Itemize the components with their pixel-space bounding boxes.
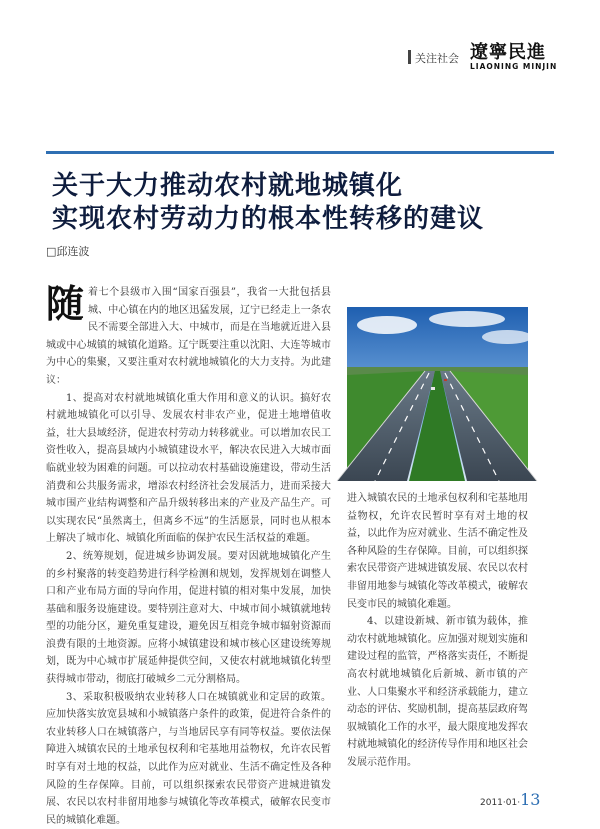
paragraph-2: 2、统筹规划，促进城乡协调发展。要对因就地城镇化产生的乡村聚落的转变趋势进行科学检测和规划，发挥规划在调整人口和产业布局方面的导向作用，促进村镇的相对集中发展，加快基础和服务设施建设。要特别注意对大、中城市间小城镇就地转型的功能分区，避免重复建设，避免因互相竞争城市辐射资源而浪费有限的土地资源。应将小城镇建设和城市核心区建设统筹规划，既为中心城市扩展延伸提供空间，又使农村就地城镇化转型获得城市带动，彻底打破城乡二元分割格局。 [46, 550, 331, 686]
title-line-1: 关于大力推动农村就地城镇化 [52, 171, 404, 201]
magazine-name-en: LIAONING MINJIN [470, 62, 558, 71]
highway-illustration [347, 307, 528, 481]
intro-paragraph: 随着七个县级市入围“国家百强县”，我省一大批包括县城、中心镇在内的地区迅猛发展，辽宁已经走上一条农民不需要全部进入大、中城市，而是在当地就近进入县城或中心城镇的城镇化道路。辽宁既要注重以沈阳、大连等城市为中心的集聚，又要注重对农村就地城镇化的大力支持。为此建议： [46, 281, 331, 386]
page-footer [480, 790, 540, 809]
magazine-logo [470, 44, 557, 71]
author-byline: □邱连波 [46, 245, 90, 258]
magazine-name-cn: 遼寧民進 [470, 42, 546, 63]
header-divider [408, 50, 411, 64]
article-column-left [46, 281, 331, 826]
paragraph-4: 4、以建设新城、新市镇为载体，推动农村就地城镇化。应加强对规划实施和建设过程的监管，严格落实责任，不断提高农村就地城镇化后新城、新市镇的产业、人口集聚水平和经济承载能力，建立动态的评估、奖励机制，提高基层政府驾驭城镇化工作的水平，最大限度地发挥农村就地城镇化的经济传导作用和地区社会发展示范作用。 [347, 616, 528, 768]
paragraph-1: 1、提高对农村就地城镇化重大作用和意义的认识。搞好农村就地城镇化可以引导、发展农村非农产业，促进土地增值收益，壮大县域经济，促进农村劳动力转移就业。可以增加农民工资性收入，提高县域内小城镇建设水平，解决农民进入大城市面临就业较为困难的问题。可以拉动农村基础设施建设，带动生活消费和公共服务需求，增添农村经济社会发展活力，进而采接大城市围产业结构调整和产品升级转移出来的产业及产品生产。可以实现农民“虽然离土，但离乡不远”的生活愿景，同时也从根本上解决了城市化、城镇化所面临的保护农民生活权益的难题。 [46, 392, 331, 545]
issue-date: 2011·01· [480, 798, 521, 808]
article-title [52, 170, 552, 236]
paragraph-3: 3、采取积极吸纳农业转移人口在城镇就业和定居的政策。应加快落实放宽县城和小城镇落户条件的政策，促进符合条件的农业转移人口在城镇落户，与当地居民享有同等权益。要依法保障进入城镇农民的土地承包权利和宅基地用益物权，允许农民暂时享有对土地的权益，以此作为应对就业、生活不确定性及各种风险的生存保障。目前，可以组织探索农民带资产进城进镇发展、农民以农村非留用地参与城镇化等改革模式，破解农民变市民的城镇化难题。 [46, 691, 331, 826]
page-number: 13 [520, 790, 541, 809]
paragraph-3-continued: 进入城镇农民的土地承包权利和宅基地用益物权，允许农民暂时享有对土地的权益，以此作为应对就业、生活不确定性及各种风险的生存保障。目前，可以组织探索农民带资产进城进镇发展、农民以农村非留用地参与城镇化等改革模式，破解农民变市民的城镇化难题。 [347, 493, 528, 610]
article-column-right [347, 490, 528, 772]
section-label: 关注社会 [415, 52, 459, 65]
drop-cap: 随 [46, 281, 85, 326]
highway-photo [347, 307, 528, 481]
title-rule [46, 151, 554, 154]
title-line-2: 实现农村劳动力的根本性转移的建议 [52, 204, 485, 234]
